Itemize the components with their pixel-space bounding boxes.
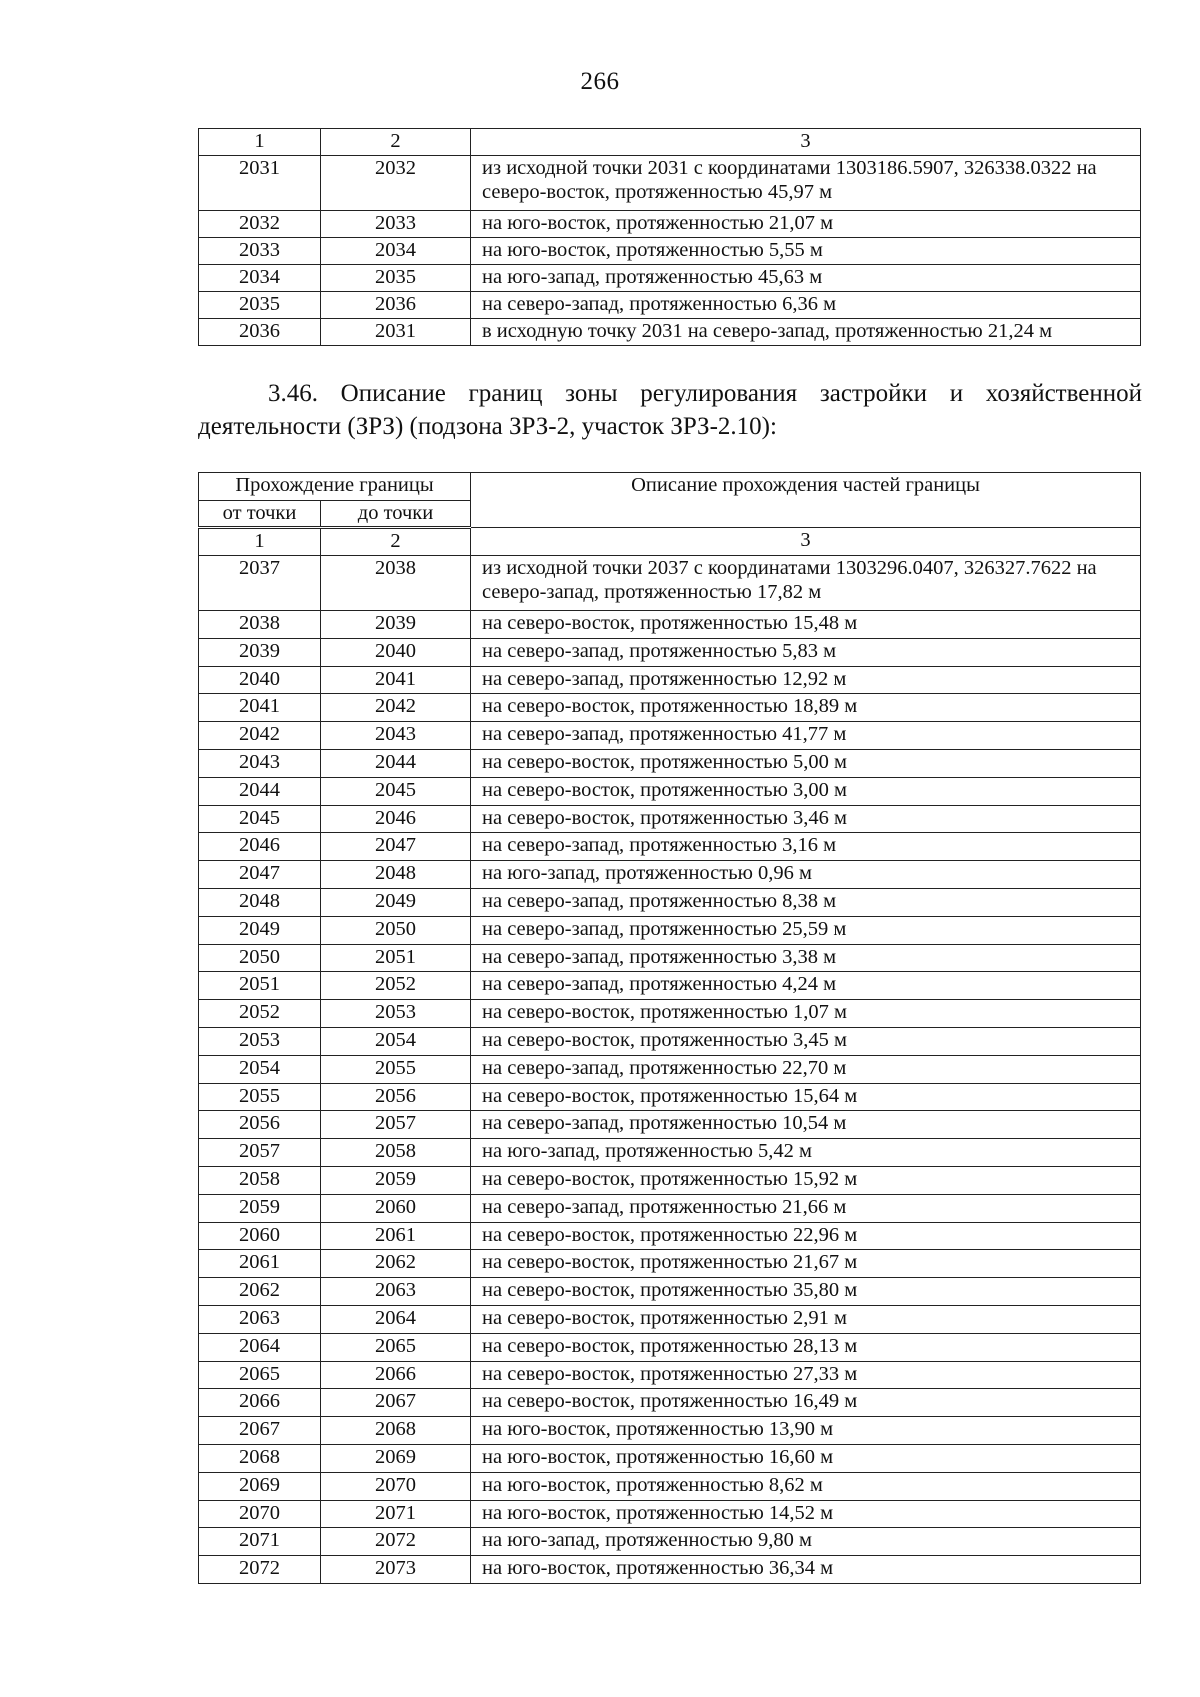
from-point-cell: 2067 [199,1417,321,1445]
table-body [199,473,1141,1584]
table-row [199,749,1141,777]
from-point-cell: 2055 [199,1083,321,1111]
to-point-cell: 2052 [321,972,471,1000]
description-cell: на северо-восток, протяженностью 5,00 м [471,749,1141,777]
from-point-cell: 2052 [199,1000,321,1028]
description-cell: на северо-восток, протяженностью 27,33 м [471,1361,1141,1389]
header-to-point: до точки [321,501,471,528]
table-row [199,1472,1141,1500]
to-point-cell: 2060 [321,1194,471,1222]
table-row [199,1389,1141,1417]
column-number: 1 [199,528,321,556]
description-cell: на северо-запад, протяженностью 3,16 м [471,833,1141,861]
from-point-cell: 2060 [199,1222,321,1250]
description-cell: на северо-запад, протяженностью 8,38 м [471,888,1141,916]
column-number: 2 [321,528,471,556]
from-point-cell: 2040 [199,666,321,694]
to-point-cell: 2034 [321,238,471,265]
table-row [199,1222,1141,1250]
from-point-cell: 2053 [199,1027,321,1055]
description-cell: в исходную точку 2031 на северо-запад, протяженностью 21,24 м [471,319,1141,346]
table-row [199,156,1141,211]
column-number: 3 [471,129,1141,156]
table-row [199,1027,1141,1055]
to-point-cell: 2035 [321,265,471,292]
description-cell: на юго-восток, протяженностью 13,90 м [471,1417,1141,1445]
to-point-cell: 2063 [321,1278,471,1306]
to-point-cell: 2061 [321,1222,471,1250]
description-cell: на северо-запад, протяженностью 5,83 м [471,638,1141,666]
description-cell: на северо-запад, протяженностью 22,70 м [471,1055,1141,1083]
from-point-cell: 2061 [199,1250,321,1278]
header-from-point: от точки [199,501,321,528]
table-row [199,833,1141,861]
column-number: 2 [321,129,471,156]
to-point-cell: 2056 [321,1083,471,1111]
from-point-cell: 2072 [199,1556,321,1584]
description-cell: на юго-восток, протяженностью 8,62 м [471,1472,1141,1500]
to-point-cell: 2032 [321,156,471,211]
description-cell: на северо-восток, протяженностью 3,00 м [471,777,1141,805]
table-row [199,1250,1141,1278]
header-boundary-passage: Прохождение границы [199,473,471,501]
from-point-cell: 2048 [199,888,321,916]
to-point-cell: 2039 [321,611,471,639]
table-row [199,238,1141,265]
table-row [199,888,1141,916]
from-point-cell: 2054 [199,1055,321,1083]
table-row [199,722,1141,750]
page-number: 266 [580,68,620,95]
to-point-cell: 2047 [321,833,471,861]
table-row [199,1139,1141,1167]
from-point-cell: 2070 [199,1500,321,1528]
description-cell: на юго-запад, протяженностью 45,63 м [471,265,1141,292]
description-cell: на северо-восток, протяженностью 3,46 м [471,805,1141,833]
table-row [199,1417,1141,1445]
column-number: 1 [199,129,321,156]
from-point-cell: 2031 [199,156,321,211]
column-number: 3 [471,528,1141,556]
header-row [199,473,1141,501]
to-point-cell: 2064 [321,1305,471,1333]
table-row [199,1361,1141,1389]
to-point-cell: 2067 [321,1389,471,1417]
from-point-cell: 2051 [199,972,321,1000]
table-row [199,1333,1141,1361]
description-cell: на северо-восток, протяженностью 2,91 м [471,1305,1141,1333]
table-row [199,292,1141,319]
boundary-table-continued [198,128,1141,346]
from-point-cell: 2038 [199,611,321,639]
to-point-cell: 2041 [321,666,471,694]
from-point-cell: 2041 [199,694,321,722]
from-point-cell: 2034 [199,265,321,292]
from-point-cell: 2059 [199,1194,321,1222]
to-point-cell: 2044 [321,749,471,777]
from-point-cell: 2056 [199,1111,321,1139]
to-point-cell: 2073 [321,1556,471,1584]
table-row [199,1111,1141,1139]
to-point-cell: 2053 [321,1000,471,1028]
description-cell: на северо-восток, протяженностью 22,96 м [471,1222,1141,1250]
description-cell: на северо-восток, протяженностью 21,67 м [471,1250,1141,1278]
to-point-cell: 2033 [321,211,471,238]
to-point-cell: 2058 [321,1139,471,1167]
from-point-cell: 2033 [199,238,321,265]
to-point-cell: 2066 [321,1361,471,1389]
boundary-table [198,472,1141,1584]
from-point-cell: 2062 [199,1278,321,1306]
table-row [199,1083,1141,1111]
from-point-cell: 2044 [199,777,321,805]
description-cell: на северо-запад, протяженностью 41,77 м [471,722,1141,750]
to-point-cell: 2040 [321,638,471,666]
to-point-cell: 2062 [321,1250,471,1278]
table-row [199,638,1141,666]
from-point-cell: 2045 [199,805,321,833]
description-cell: на юго-запад, протяженностью 0,96 м [471,861,1141,889]
from-point-cell: 2049 [199,916,321,944]
to-point-cell: 2059 [321,1166,471,1194]
description-cell: на северо-восток, протяженностью 15,64 м [471,1083,1141,1111]
from-point-cell: 2064 [199,1333,321,1361]
description-cell: на северо-восток, протяженностью 28,13 м [471,1333,1141,1361]
description-cell: на северо-восток, протяженностью 1,07 м [471,1000,1141,1028]
from-point-cell: 2069 [199,1472,321,1500]
to-point-cell: 2072 [321,1528,471,1556]
to-point-cell: 2069 [321,1444,471,1472]
from-point-cell: 2046 [199,833,321,861]
description-cell: на северо-восток, протяженностью 18,89 м [471,694,1141,722]
from-point-cell: 2039 [199,638,321,666]
to-point-cell: 2068 [321,1417,471,1445]
from-point-cell: 2032 [199,211,321,238]
table-row [199,1278,1141,1306]
description-cell: на юго-запад, протяженностью 5,42 м [471,1139,1141,1167]
table-row [199,211,1141,238]
description-cell: на северо-запад, протяженностью 6,36 м [471,292,1141,319]
description-cell: из исходной точки 2037 с координатами 1303296.0407, 326327.7622 на северо-запад, протяженностью 17,82 м [471,556,1141,611]
to-point-cell: 2036 [321,292,471,319]
to-point-cell: 2051 [321,944,471,972]
to-point-cell: 2055 [321,1055,471,1083]
table-row [199,1500,1141,1528]
to-point-cell: 2049 [321,888,471,916]
from-point-cell: 2036 [199,319,321,346]
table-row [199,611,1141,639]
description-cell: на северо-восток, протяженностью 15,48 м [471,611,1141,639]
description-cell: на северо-запад, протяженностью 4,24 м [471,972,1141,1000]
to-point-cell: 2031 [321,319,471,346]
column-number-row [199,528,1141,556]
table-row [199,972,1141,1000]
description-cell: на юго-восток, протяженностью 21,07 м [471,211,1141,238]
table-row [199,694,1141,722]
from-point-cell: 2066 [199,1389,321,1417]
from-point-cell: 2043 [199,749,321,777]
to-point-cell: 2045 [321,777,471,805]
description-cell: на юго-восток, протяженностью 16,60 м [471,1444,1141,1472]
table-row [199,1000,1141,1028]
table-row [199,1444,1141,1472]
table-row [199,1556,1141,1584]
from-point-cell: 2058 [199,1166,321,1194]
description-cell: на северо-восток, протяженностью 15,92 м [471,1166,1141,1194]
to-point-cell: 2054 [321,1027,471,1055]
section-heading: 3.46. Описание границ зоны регулирования застройки и хозяйственной деятельности (ЗРЗ) (подзона ЗРЗ-2, участок ЗРЗ-2.10): [198,380,1142,440]
from-point-cell: 2037 [199,556,321,611]
description-cell: на северо-запад, протяженностью 12,92 м [471,666,1141,694]
column-number-row [199,129,1141,156]
table-row [199,1166,1141,1194]
from-point-cell: 2063 [199,1305,321,1333]
to-point-cell: 2070 [321,1472,471,1500]
description-cell: на северо-восток, протяженностью 16,49 м [471,1389,1141,1417]
to-point-cell: 2043 [321,722,471,750]
to-point-cell: 2057 [321,1111,471,1139]
table-row [199,805,1141,833]
table-row [199,1305,1141,1333]
description-cell: на северо-запад, протяженностью 3,38 м [471,944,1141,972]
to-point-cell: 2042 [321,694,471,722]
to-point-cell: 2048 [321,861,471,889]
from-point-cell: 2065 [199,1361,321,1389]
to-point-cell: 2050 [321,916,471,944]
description-cell: на северо-запад, протяженностью 21,66 м [471,1194,1141,1222]
from-point-cell: 2047 [199,861,321,889]
description-cell: на северо-запад, протяженностью 10,54 м [471,1111,1141,1139]
description-cell: на юго-восток, протяженностью 5,55 м [471,238,1141,265]
table-row [199,319,1141,346]
to-point-cell: 2038 [321,556,471,611]
table-body [199,129,1141,346]
description-cell: из исходной точки 2031 с координатами 1303186.5907, 326338.0322 на северо-восток, протяженностью 45,97 м [471,156,1141,211]
description-cell: на юго-запад, протяженностью 9,80 м [471,1528,1141,1556]
table-row [199,666,1141,694]
description-cell: на северо-запад, протяженностью 25,59 м [471,916,1141,944]
to-point-cell: 2046 [321,805,471,833]
table-row [199,916,1141,944]
to-point-cell: 2065 [321,1333,471,1361]
header-description: Описание прохождения частей границы [471,473,1141,528]
table-row [199,265,1141,292]
table-row [199,944,1141,972]
from-point-cell: 2042 [199,722,321,750]
from-point-cell: 2057 [199,1139,321,1167]
table-row [199,1194,1141,1222]
table-row [199,861,1141,889]
from-point-cell: 2068 [199,1444,321,1472]
table-row [199,777,1141,805]
from-point-cell: 2071 [199,1528,321,1556]
description-cell: на юго-восток, протяженностью 36,34 м [471,1556,1141,1584]
table-row [199,1528,1141,1556]
to-point-cell: 2071 [321,1500,471,1528]
description-cell: на юго-восток, протяженностью 14,52 м [471,1500,1141,1528]
table-row [199,556,1141,611]
table-row [199,1055,1141,1083]
description-cell: на северо-восток, протяженностью 35,80 м [471,1278,1141,1306]
from-point-cell: 2050 [199,944,321,972]
description-cell: на северо-восток, протяженностью 3,45 м [471,1027,1141,1055]
from-point-cell: 2035 [199,292,321,319]
